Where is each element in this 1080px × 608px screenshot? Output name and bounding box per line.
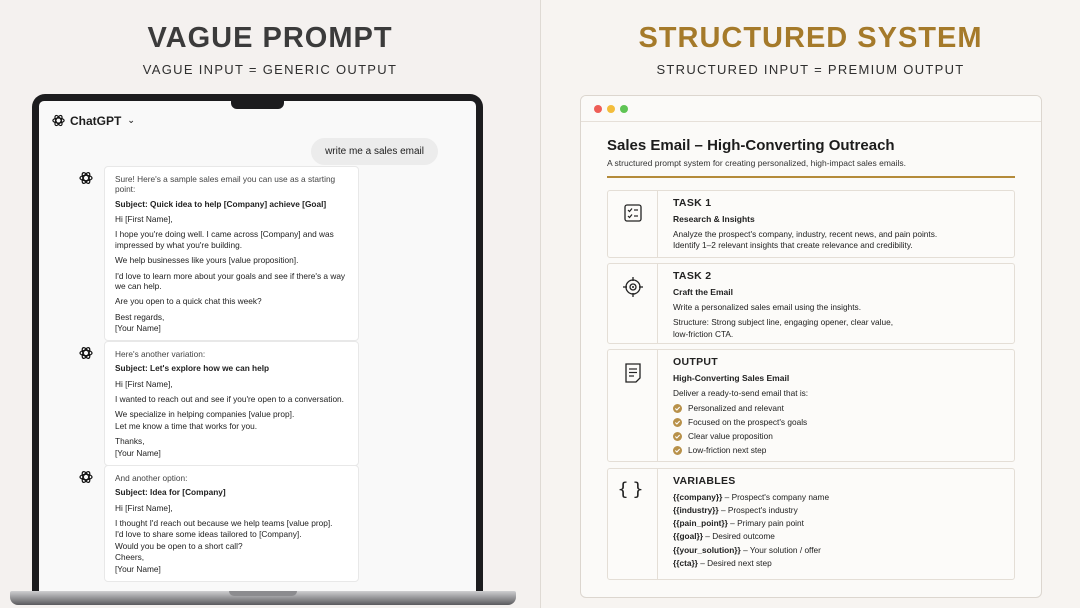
email-paragraph: I thought I'd reach out because we help teams [value prop].: [115, 518, 333, 529]
section-body: [673, 475, 1006, 571]
variable-key: {{your_solution}}: [673, 544, 741, 555]
email-subject: Subject: Let's explore how we can help: [115, 363, 270, 374]
email-subject: Subject: Idea for [Company]: [115, 487, 226, 498]
section-line: Analyze the prospect's company, industry, recent news, and pain points.: [673, 228, 938, 239]
maximize-window-button[interactable]: [620, 105, 628, 113]
email-greeting: Hi [First Name],: [115, 502, 173, 513]
check-icon: [673, 432, 682, 441]
section-title: OUTPUT: [673, 356, 718, 368]
email-signoff: Cheers,: [115, 552, 145, 563]
section-title: TASK 2: [673, 270, 712, 282]
email-paragraph: We help businesses like yours [value proposition].: [115, 255, 299, 266]
list-item-label: Low-friction next step: [688, 444, 767, 455]
email-paragraph: I'd love to share some ideas tailored to [Company].: [115, 529, 302, 540]
variable-item: [673, 492, 1006, 503]
structured-system-heading: STRUCTURED SYSTEM: [638, 22, 983, 54]
assistant-message: [78, 341, 359, 466]
minimize-window-button[interactable]: [607, 105, 615, 113]
section-line: Structure: Strong subject line, engaging opener, clear value,: [673, 317, 894, 328]
variables-section: [607, 468, 1015, 580]
structured-system-subheading: STRUCTURED INPUT = PREMIUM OUTPUT: [656, 62, 965, 77]
list-item-label: Clear value proposition: [688, 431, 773, 442]
document-title: Sales Email – High-Converting Outreach: [607, 137, 895, 154]
section-line: Identify 1–2 relevant insights that create relevance and credibility.: [673, 240, 913, 251]
email-greeting: Hi [First Name],: [115, 378, 173, 389]
variable-item: [673, 505, 1006, 516]
email-signoff: Best regards,: [115, 311, 165, 322]
laptop-base-notch: [229, 591, 297, 596]
laptop: [32, 94, 483, 594]
email-paragraph: Are you open to a quick chat this week?: [115, 296, 262, 307]
user-message: write me a sales email: [311, 138, 438, 165]
check-icon: [673, 418, 682, 427]
document-subtitle: A structured prompt system for creating personalized, high-impact sales emails.: [607, 158, 907, 168]
variable-item: [673, 518, 1006, 529]
assistant-message: [78, 465, 359, 582]
email-subject: Subject: Quick idea to help [Company] achieve [Goal]: [115, 198, 327, 209]
section-body: [673, 197, 1006, 252]
email-paragraph: We specialize in helping companies [value prop].: [115, 409, 295, 420]
app-name: ChatGPT: [70, 113, 122, 128]
variable-key: {{industry}}: [673, 504, 719, 515]
response-intro: And another option:: [115, 473, 188, 483]
variable-key: {{company}}: [673, 491, 723, 502]
section-subtitle: Research & Insights: [673, 213, 755, 224]
variable-desc: – Prospect's industry: [718, 504, 798, 515]
section-title: VARIABLES: [673, 475, 736, 487]
chatgpt-logo-icon: [78, 469, 94, 485]
email-paragraph: Let me know a time that works for you.: [115, 420, 258, 431]
chatgpt-logo-icon: [78, 170, 94, 186]
check-icon: [673, 404, 682, 413]
window-title-bar: [581, 96, 1041, 122]
vague-prompt-heading: VAGUE PROMPT: [147, 22, 393, 54]
variable-item: [673, 558, 1006, 569]
email-paragraph: I hope you're doing well. I came across [Company] and was impressed by what you're building.: [115, 229, 334, 250]
response-intro: Sure! Here's a sample sales email you can use as a starting point:: [115, 174, 336, 195]
email-name: [Your Name]: [115, 563, 161, 574]
list-item: [673, 431, 1006, 442]
chatgpt-logo-icon: [78, 345, 94, 361]
email-card: [104, 465, 359, 582]
target-icon: [622, 276, 644, 298]
chat-screen: [39, 101, 476, 594]
section-subtitle: Craft the Email: [673, 286, 733, 297]
model-selector[interactable]: [51, 113, 135, 128]
variable-key: {{goal}}: [673, 531, 703, 542]
variable-desc: – Prospect's company name: [722, 491, 830, 502]
email-signoff: Thanks,: [115, 436, 145, 447]
laptop-notch: [231, 94, 284, 109]
variable-desc: – Primary pain point: [727, 518, 804, 529]
section-title: TASK 1: [673, 197, 712, 209]
check-icon: [673, 446, 682, 455]
variable-key: {{pain_point}}: [673, 518, 728, 529]
variable-item: [673, 545, 1006, 556]
email-greeting: Hi [First Name],: [115, 214, 173, 225]
document-icon: [623, 362, 643, 384]
title-underline: [607, 176, 1015, 178]
section-icon-column: [608, 264, 658, 343]
email-card: [104, 166, 359, 341]
task-2-section: [607, 263, 1015, 344]
email-paragraph: Would you be open to a short call?: [115, 540, 243, 551]
email-paragraph: I'd love to learn more about your goals and see if there's a way we can help.: [115, 270, 346, 291]
section-line: Write a personalized sales email using the insights.: [673, 301, 862, 312]
list-item: [673, 403, 1006, 414]
section-subtitle: High-Converting Sales Email: [673, 372, 790, 383]
response-intro: Here's another variation:: [115, 349, 206, 359]
list-item-label: Personalized and relevant: [688, 403, 784, 414]
output-section: [607, 349, 1015, 462]
variable-desc: – Desired outcome: [702, 531, 775, 542]
close-window-button[interactable]: [594, 105, 602, 113]
email-paragraph: I wanted to reach out and see if you're open to a conversation.: [115, 394, 344, 405]
variable-desc: – Desired next step: [697, 558, 772, 569]
list-item: [673, 445, 1006, 456]
variable-item: [673, 531, 1006, 542]
section-icon-column: [608, 469, 658, 579]
email-card: [104, 341, 359, 466]
variable-key: {{cta}}: [673, 558, 698, 569]
chatgpt-logo-icon: [51, 113, 66, 128]
variable-desc: – Your solution / offer: [740, 544, 821, 555]
section-icon-column: [608, 350, 658, 461]
braces-icon: {}: [617, 479, 648, 500]
task-1-section: [607, 190, 1015, 258]
email-name: [Your Name]: [115, 322, 161, 333]
section-line: Deliver a ready-to-send email that is:: [673, 387, 809, 398]
vague-prompt-subheading: VAGUE INPUT = GENERIC OUTPUT: [142, 62, 398, 77]
list-item: [673, 417, 1006, 428]
email-name: [Your Name]: [115, 447, 161, 458]
document-window: [580, 95, 1042, 598]
assistant-message: [78, 166, 359, 341]
section-body: [673, 270, 1006, 341]
section-body: [673, 356, 1006, 459]
structured-system-panel: [541, 0, 1080, 608]
chevron-down-icon: ⌄: [127, 115, 135, 125]
section-line: low-friction CTA.: [673, 329, 734, 340]
list-item-label: Focused on the prospect's goals: [688, 417, 808, 428]
section-icon-column: [608, 191, 658, 257]
checklist-icon: [623, 203, 643, 223]
